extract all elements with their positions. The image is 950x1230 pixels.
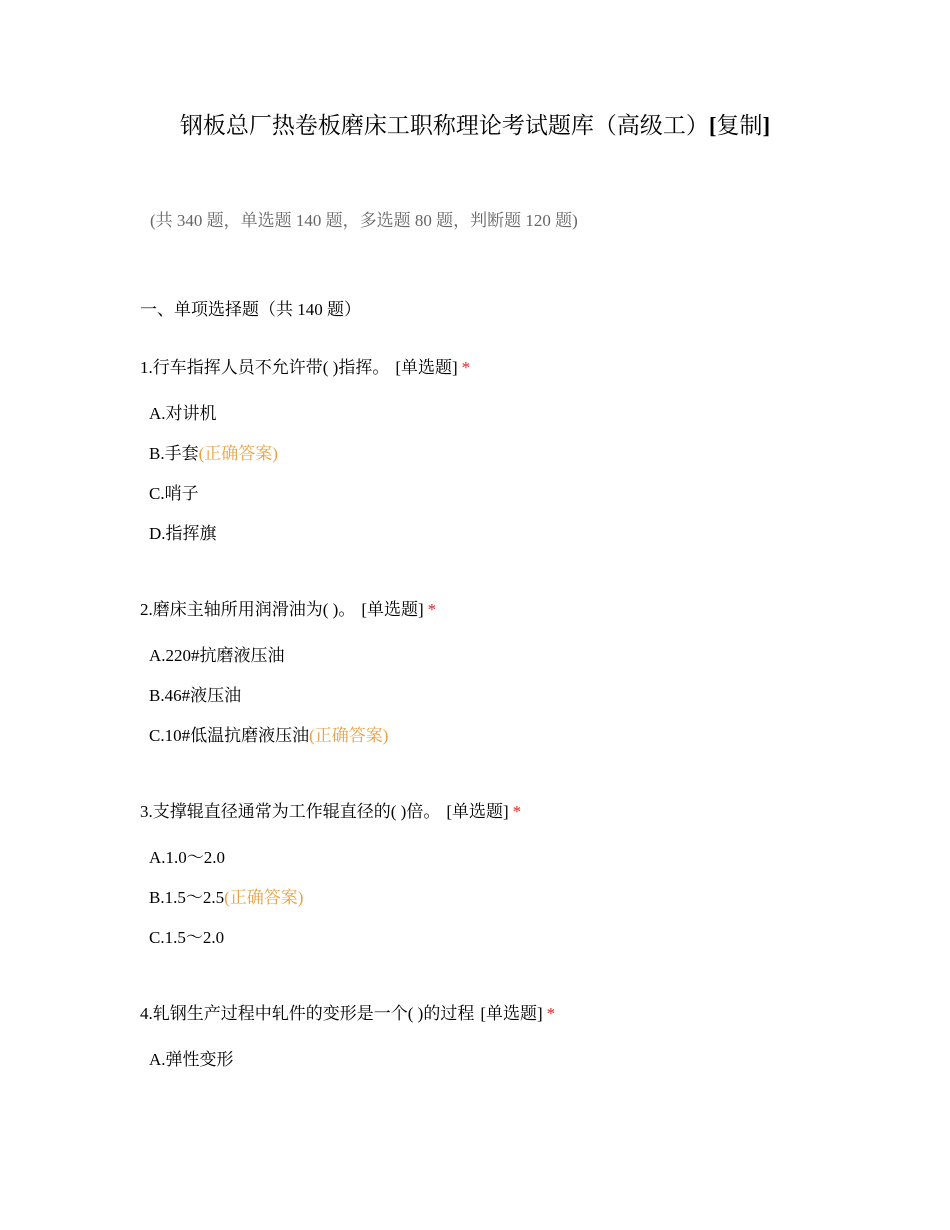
question-3-option-c bbox=[149, 925, 224, 951]
question-1-option-c bbox=[149, 481, 199, 507]
question-1-option-a bbox=[149, 401, 217, 427]
option-text: C.哨子 bbox=[149, 484, 199, 503]
option-text: B.1.5～2.5 bbox=[149, 888, 225, 907]
option-text: A.220#抗磨液压油 bbox=[149, 646, 285, 665]
question-2 bbox=[140, 597, 436, 623]
question-type-badge: [单选题] bbox=[480, 1004, 543, 1023]
document-title bbox=[0, 110, 950, 142]
question-4 bbox=[140, 1001, 555, 1027]
option-text: B.手套 bbox=[149, 444, 199, 463]
question-text: 2.磨床主轴所用润滑油为( )。 bbox=[140, 600, 356, 619]
option-text: C.10#低温抗磨液压油 bbox=[149, 726, 310, 745]
option-text: A.弹性变形 bbox=[149, 1050, 234, 1069]
question-type-badge: [单选题] bbox=[361, 600, 424, 619]
question-3-option-a bbox=[149, 845, 225, 871]
required-star-icon: * bbox=[427, 600, 437, 619]
option-text: C.1.5～2.0 bbox=[149, 928, 225, 947]
question-text: 4.轧钢生产过程中轧件的变形是一个( )的过程 bbox=[140, 1004, 475, 1023]
document-title-text: 钢板总厂热卷板磨床工职称理论考试题库（高级工） bbox=[179, 113, 709, 138]
question-count-summary: (共 340 题，单选题 140 题，多选题 80 题，判断题 120 题) bbox=[150, 211, 578, 230]
question-3 bbox=[140, 799, 521, 825]
copy-label: 复制 bbox=[716, 113, 763, 138]
question-type-badge: [单选题] bbox=[446, 802, 509, 821]
correct-answer-mark: (正确答案) bbox=[224, 888, 304, 907]
question-1-option-d bbox=[149, 521, 217, 547]
copy-link[interactable]: [复制] bbox=[708, 113, 771, 138]
question-text: 3.支撑辊直径通常为工作辊直径的( )倍。 bbox=[140, 802, 441, 821]
section-heading: 一、单项选择题（共 140 题） bbox=[140, 300, 361, 319]
question-2-option-c bbox=[149, 723, 388, 749]
correct-answer-mark: (正确答案) bbox=[309, 726, 389, 745]
option-text: D.指挥旗 bbox=[149, 524, 217, 543]
option-text: A.1.0～2.0 bbox=[149, 848, 226, 867]
option-text: A.对讲机 bbox=[149, 404, 217, 423]
question-type-badge: [单选题] bbox=[395, 358, 458, 377]
required-star-icon: * bbox=[512, 802, 522, 821]
question-1-option-b bbox=[149, 441, 278, 467]
question-2-option-a bbox=[149, 643, 285, 669]
required-star-icon: * bbox=[461, 358, 471, 377]
option-text: B.46#液压油 bbox=[149, 686, 242, 705]
question-1 bbox=[140, 355, 470, 381]
required-star-icon: * bbox=[546, 1004, 556, 1023]
question-3-option-b bbox=[149, 885, 303, 911]
correct-answer-mark: (正确答案) bbox=[198, 444, 278, 463]
question-2-option-b bbox=[149, 683, 241, 709]
question-text: 1.行车指挥人员不允许带( )指挥。 bbox=[140, 358, 390, 377]
question-4-option-a bbox=[149, 1047, 234, 1073]
